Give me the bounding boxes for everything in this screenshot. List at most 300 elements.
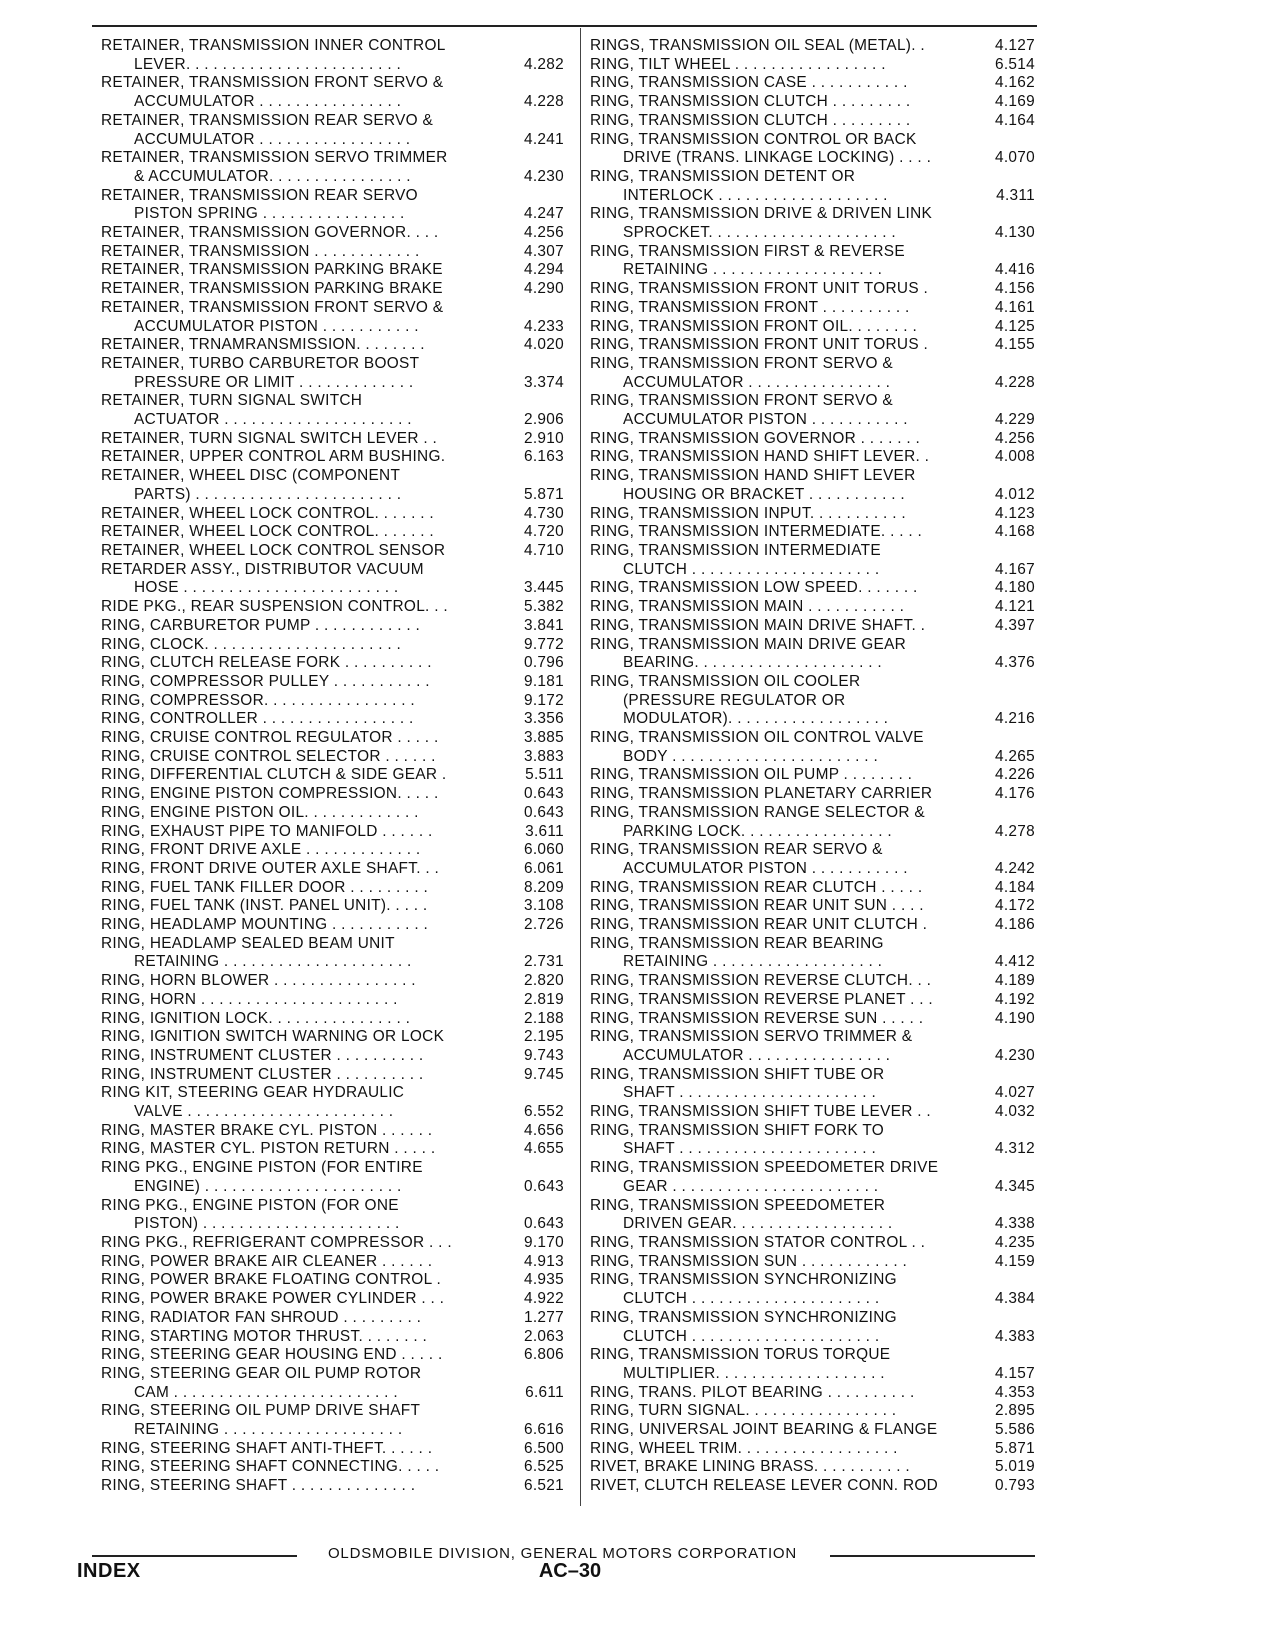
entry-line [590,897,1035,916]
entry-text: RING, STEERING OIL PUMP DRIVE SHAFT [101,1402,421,1420]
entry-continuation-line [590,1047,1035,1066]
entry-page-ref: 6.611 [525,1383,564,1401]
entry-text: (PRESSURE REGULATOR OR [623,691,846,709]
entry-continuation-line [101,411,564,430]
entry-page-ref: 4.167 [994,560,1035,578]
entry-page-ref: 4.397 [994,616,1035,634]
entry-text: LEVER. . . . . . . . . . . . . . . . . . . . . . . . [134,55,402,73]
entry-line [101,598,564,617]
entry-page-ref: 4.176 [994,785,1035,803]
entry-text: RING, CONTROLLER . . . . . . . . . . . . . . . . . [101,710,414,728]
section-label: INDEX [77,1560,141,1582]
entry-line [590,617,1035,636]
top-rule [92,25,1037,27]
entry-line [101,448,564,467]
entry-line [590,37,1035,56]
entry-line [590,598,1035,617]
entry-line [590,1159,1035,1178]
entry-text: CLUTCH . . . . . . . . . . . . . . . . . . . . . [623,1327,880,1345]
entry-text: CLUTCH . . . . . . . . . . . . . . . . . . . . . [623,560,880,578]
entry-text: RETAINER, TRANSMISSION FRONT SERVO & [101,74,444,92]
index-entry [101,841,564,860]
entry-text: RING, STEERING GEAR OIL PUMP ROTOR [101,1364,422,1382]
entry-line [101,299,564,318]
entry-text: RING, TRANSMISSION OIL CONTROL VALVE [590,729,924,747]
index-entry [101,1047,564,1066]
entry-line [101,392,564,411]
entry-line [101,1159,564,1178]
index-entry [590,467,1035,504]
entry-text: RING, CLUTCH RELEASE FORK . . . . . . . . . . [101,654,432,672]
index-entry [101,991,564,1010]
entry-text: RETAINER, UPPER CONTROL ARM BUSHING. [101,448,446,466]
entry-line [101,149,564,168]
entry-text: PRESSURE OR LIMIT . . . . . . . . . . . . . [134,373,414,391]
index-entry [101,879,564,898]
entry-page-ref: 2.819 [523,990,564,1008]
entry-page-ref: 4.294 [523,261,564,279]
entry-text: RING, TRANSMISSION MAIN . . . . . . . . . . . [590,598,905,616]
entry-line [101,1253,564,1272]
entry-text: RING, TURN SIGNAL. . . . . . . . . . . . . . . . . [590,1402,897,1420]
entry-continuation-line [590,823,1035,842]
entry-line [101,916,564,935]
index-entry [590,673,1035,729]
entry-line [101,1477,564,1496]
index-entry [590,392,1035,429]
index-entry [101,467,564,504]
entry-line [590,1253,1035,1272]
entry-text: RETAINING . . . . . . . . . . . . . . . . . . . . [134,1421,403,1439]
entry-continuation-line [590,1215,1035,1234]
index-column-left [101,37,564,1496]
index-entry [101,448,564,467]
entry-text: RING, CRUISE CONTROL SELECTOR . . . . . . [101,747,436,765]
entry-line [101,187,564,206]
index-entry [590,1309,1035,1346]
entry-text: RING, TRANSMISSION MAIN DRIVE SHAFT. . [590,616,926,634]
entry-text: RETAINER, TRANSMISSION REAR SERVO [101,186,418,204]
index-entry [590,1402,1035,1421]
index-entry [590,841,1035,878]
index-entry [590,916,1035,935]
entry-text: RING, TRANSMISSION MAIN DRIVE GEAR [590,635,907,653]
entry-text: RING, HORN BLOWER . . . . . . . . . . . . . . . . [101,972,416,990]
entry-page-ref: 6.525 [523,1458,564,1476]
entry-continuation-line [590,953,1035,972]
index-entry [590,318,1035,337]
entry-page-ref: 5.019 [994,1458,1035,1476]
entry-line [590,392,1035,411]
entry-page-ref: 4.730 [523,504,564,522]
entry-page-ref: 4.157 [994,1364,1035,1382]
index-entry [101,935,564,972]
entry-continuation-line [590,374,1035,393]
index-entry [101,505,564,524]
entry-page-ref: 9.772 [523,635,564,653]
index-entry [101,1028,564,1047]
entry-line [590,841,1035,860]
entry-page-ref: 4.412 [994,953,1035,971]
index-entry [590,972,1035,991]
index-entry [590,280,1035,299]
entry-text: ACCUMULATOR . . . . . . . . . . . . . . . . . [134,130,411,148]
index-entry [590,1010,1035,1029]
entry-text: RING, POWER BRAKE FLOATING CONTROL . [101,1271,442,1289]
entry-page-ref: 2.820 [523,972,564,990]
entry-text: RIVET, CLUTCH RELEASE LEVER CONN. ROD [590,1477,939,1495]
footer-rule-left [92,1555,297,1557]
entry-line [101,1346,564,1365]
entry-line [101,729,564,748]
entry-text: RING, TRANSMISSION SYNCHRONIZING [590,1308,897,1326]
index-entry [101,1290,564,1309]
entry-page-ref: 4.186 [994,916,1035,934]
entry-text: GEAR . . . . . . . . . . . . . . . . . . . . . . . [623,1177,879,1195]
entry-page-ref: 6.500 [523,1439,564,1457]
entry-line [101,37,564,56]
index-entry [590,505,1035,524]
entry-text: RING, IGNITION SWITCH WARNING OR LOCK [101,1028,445,1046]
entry-text: RING, HEADLAMP MOUNTING . . . . . . . . . . . [101,916,429,934]
index-entry [101,860,564,879]
entry-continuation-line [101,56,564,75]
entry-text: RING, TRANSMISSION SHIFT TUBE OR [590,1065,885,1083]
entry-page-ref: 6.521 [523,1477,564,1495]
entry-line [101,1047,564,1066]
entry-text: RING, HORN . . . . . . . . . . . . . . . . . . . . . . [101,990,398,1008]
entry-page-ref: 2.195 [523,1028,564,1046]
entry-line [590,1103,1035,1122]
entry-page-ref: 4.012 [994,485,1035,503]
entry-text: RING, COMPRESSOR. . . . . . . . . . . . . . . . . [101,691,416,709]
entry-text: RING, TRANSMISSION CLUTCH . . . . . . . . . [590,93,911,111]
entry-page-ref: 9.170 [523,1234,564,1251]
entry-page-ref: 3.883 [523,747,564,765]
entry-line [590,766,1035,785]
entry-page-ref: 4.127 [994,37,1035,54]
entry-text: RING, TRANSMISSION OIL COOLER [590,672,861,690]
entry-text: RETAINER, TRANSMISSION INNER CONTROL [101,37,446,54]
index-entry [590,1028,1035,1065]
entry-continuation-line [590,748,1035,767]
entry-page-ref: 4.345 [994,1177,1035,1195]
index-entry [101,243,564,262]
entry-page-ref: 6.060 [523,841,564,859]
entry-continuation-line [101,131,564,150]
entry-line [101,1402,564,1421]
entry-page-ref: 4.192 [994,990,1035,1008]
entry-text: RING, RADIATOR FAN SHROUD . . . . . . . . . [101,1308,422,1326]
entry-text: RETAINER, WHEEL LOCK CONTROL SENSOR [101,541,446,559]
entry-page-ref: 4.168 [994,523,1035,541]
entry-continuation-line [590,187,1035,206]
entry-continuation-line [101,953,564,972]
entry-text: RING, TRANSMISSION REVERSE PLANET . . . [590,990,933,1008]
entry-text: BODY . . . . . . . . . . . . . . . . . . . . . . . [623,747,879,765]
entry-line [590,1122,1035,1141]
entry-text: HOUSING OR BRACKET . . . . . . . . . . . [623,485,905,503]
entry-text: RING, TRANSMISSION HAND SHIFT LEVER [590,467,916,485]
index-entry [101,299,564,336]
entry-text: RING, CLOCK. . . . . . . . . . . . . . . . . . . . . . [101,635,402,653]
entry-page-ref: 4.228 [523,93,564,111]
entry-continuation-line [101,579,564,598]
entry-page-ref: 4.172 [994,897,1035,915]
entry-page-ref: 8.209 [523,878,564,896]
entry-text: RING, TRANSMISSION INPUT. . . . . . . . . . . [590,504,906,522]
entry-text: RING KIT, STEERING GEAR HYDRAULIC [101,1084,405,1102]
entry-text: RING, STARTING MOTOR THRUST. . . . . . . . [101,1327,428,1345]
entry-continuation-line [101,1103,564,1122]
entry-line [590,935,1035,954]
index-entry [101,149,564,186]
entry-text: RINGS, TRANSMISSION OIL SEAL (METAL). . [590,37,925,54]
entry-line [101,1234,564,1253]
entry-text: RING, STEERING SHAFT . . . . . . . . . . . . . . [101,1477,416,1495]
entry-text: DRIVEN GEAR. . . . . . . . . . . . . . . . . . [623,1215,893,1233]
entry-text: RETAINER, TRANSMISSION . . . . . . . . . . . . [101,242,420,260]
entry-line [101,1440,564,1459]
entry-text: RING PKG., ENGINE PISTON (FOR ENTIRE [101,1159,423,1177]
index-entry [101,1084,564,1121]
entry-text: RING PKG., REFRIGERANT COMPRESSOR . . . [101,1234,452,1251]
index-entry [590,131,1035,168]
index-entry [101,1346,564,1365]
entry-text: RING, TRANSMISSION REAR CLUTCH . . . . . [590,878,923,896]
entry-line [590,168,1035,187]
entry-text: RETAINER, WHEEL LOCK CONTROL. . . . . . . [101,504,434,522]
entry-line [101,804,564,823]
index-entry [590,1458,1035,1477]
entry-line [101,542,564,561]
entry-line [590,299,1035,318]
entry-text: RING, TRANSMISSION SPEEDOMETER [590,1196,886,1214]
entry-line [590,1458,1035,1477]
entry-text: RING, INSTRUMENT CLUSTER . . . . . . . . . . [101,1065,424,1083]
entry-text: RETAINER, TRNAMRANSMISSION. . . . . . . . [101,336,425,354]
entry-page-ref: 4.162 [994,74,1035,92]
index-entry [590,1440,1035,1459]
entry-text: RING, FRONT DRIVE OUTER AXLE SHAFT. . . [101,859,440,877]
entry-page-ref: 5.511 [525,766,564,784]
entry-text: RING, TRANSMISSION REVERSE SUN . . . . . [590,1009,924,1027]
entry-line [590,56,1035,75]
entry-text: CAM . . . . . . . . . . . . . . . . . . . . . . . . . [134,1383,398,1401]
index-entry [590,355,1035,392]
entry-line [590,729,1035,748]
entry-continuation-line [590,411,1035,430]
entry-page-ref: 4.228 [994,373,1035,391]
entry-page-ref: 4.265 [994,747,1035,765]
entry-line [590,673,1035,692]
entry-text: DRIVE (TRANS. LINKAGE LOCKING) . . . . [623,149,932,167]
entry-page-ref: 4.164 [994,111,1035,129]
entry-text: RING, COMPRESSOR PULLEY . . . . . . . . . . . [101,672,430,690]
entry-page-ref: 4.008 [994,448,1035,466]
entry-page-ref: 1.277 [523,1308,564,1326]
index-entry [590,991,1035,1010]
entry-line [101,748,564,767]
entry-text: RING, TRANSMISSION REAR BEARING [590,934,884,952]
index-entry [101,1122,564,1141]
entry-continuation-line [590,1178,1035,1197]
entry-page-ref: 4.720 [523,523,564,541]
entry-page-ref: 4.656 [523,1121,564,1139]
index-entry [101,1234,564,1253]
entry-line [590,1197,1035,1216]
entry-text: RETAINER, TRANSMISSION PARKING BRAKE [101,261,443,279]
entry-continuation-line [590,1140,1035,1159]
index-entry [590,336,1035,355]
entry-line [590,1309,1035,1328]
entry-line [101,1084,564,1103]
entry-text: PARTS) . . . . . . . . . . . . . . . . . . . . . . . [134,485,402,503]
entry-text: ENGINE) . . . . . . . . . . . . . . . . . . . . . . [134,1177,402,1195]
entry-page-ref: 3.374 [523,373,564,391]
entry-page-ref: 3.356 [523,710,564,728]
entry-text: RING, TRANSMISSION FRONT SERVO & [590,354,893,372]
entry-text: RING, TRANSMISSION DETENT OR [590,167,856,185]
entry-line [590,131,1035,150]
entry-page-ref: 4.338 [994,1215,1035,1233]
entry-line [101,766,564,785]
index-entry [590,1477,1035,1496]
entry-text: RING, IGNITION LOCK. . . . . . . . . . . . . . . . [101,1009,411,1027]
entry-line [101,860,564,879]
index-entry [101,280,564,299]
entry-page-ref: 4.242 [994,859,1035,877]
entry-line [590,523,1035,542]
entry-text: RING, STEERING SHAFT CONNECTING. . . . . [101,1458,440,1476]
entry-line [101,617,564,636]
entry-line [101,841,564,860]
entry-line [101,972,564,991]
index-entry [590,430,1035,449]
entry-text: RETAINER, WHEEL LOCK CONTROL. . . . . . . [101,523,434,541]
index-entry [590,897,1035,916]
entry-continuation-line [101,374,564,393]
entry-page-ref: 3.841 [523,616,564,634]
entry-page-ref: 9.181 [523,672,564,690]
entry-page-ref: 3.611 [525,822,564,840]
index-entry [101,224,564,243]
entry-text: RING, MASTER CYL. PISTON RETURN . . . . . [101,1140,436,1158]
index-entry [101,1477,564,1496]
entry-line [590,636,1035,655]
index-entry [101,710,564,729]
entry-page-ref: 4.216 [994,710,1035,728]
entry-continuation-line [101,486,564,505]
index-entry [101,1440,564,1459]
entry-line [101,1271,564,1290]
entry-page-ref: 2.731 [523,953,564,971]
entry-line [590,448,1035,467]
entry-text: RING, WHEEL TRIM. . . . . . . . . . . . . . . . . . [590,1439,898,1457]
entry-text: RETAINER, TRANSMISSION SERVO TRIMMER [101,149,448,167]
entry-page-ref: 2.063 [523,1327,564,1345]
entry-page-ref: 6.163 [523,448,564,466]
entry-text: RING, TRANSMISSION SUN . . . . . . . . . . . . [590,1252,908,1270]
entry-line [590,318,1035,337]
index-entry [101,785,564,804]
entry-continuation-line [590,654,1035,673]
page-number: AC–30 [538,1560,602,1582]
entry-text: RING, TRANSMISSION CASE . . . . . . . . . . . [590,74,908,92]
entry-line [101,879,564,898]
entry-text: RETAINING . . . . . . . . . . . . . . . . . . . . . [134,953,412,971]
entry-text: RING, EXHAUST PIPE TO MANIFOLD . . . . . . [101,822,433,840]
footer-organization: OLDSMOBILE DIVISION, GENERAL MOTORS CORPORATION [327,1545,798,1562]
entry-page-ref: 6.514 [994,55,1035,73]
index-entry [590,299,1035,318]
index-entry [101,336,564,355]
index-entry [101,1402,564,1439]
entry-text: RING PKG., ENGINE PISTON (FOR ONE [101,1196,399,1214]
entry-text: RING, TRANSMISSION CONTROL OR BACK [590,130,917,148]
entry-text: RETARDER ASSY., DISTRIBUTOR VACUUM [101,560,424,578]
index-entry [101,897,564,916]
entry-page-ref: 4.230 [523,167,564,185]
entry-line [590,1028,1035,1047]
index-entry [590,579,1035,598]
index-entry [590,523,1035,542]
entry-line [590,579,1035,598]
index-entry [101,187,564,224]
index-entry [590,729,1035,766]
entry-continuation-line [590,692,1035,711]
entry-page-ref: 4.156 [994,280,1035,298]
entry-text: ACCUMULATOR . . . . . . . . . . . . . . . . [623,1046,891,1064]
entry-continuation-line [590,1290,1035,1309]
index-entry [590,1103,1035,1122]
entry-line [590,879,1035,898]
entry-text: SPROCKET. . . . . . . . . . . . . . . . . . . . . [623,224,896,242]
entry-text: ACCUMULATOR PISTON . . . . . . . . . . . [623,859,908,877]
entry-page-ref: 4.123 [994,504,1035,522]
index-column-right [590,37,1035,1496]
entry-line [101,1458,564,1477]
index-entry [590,1066,1035,1103]
entry-line [101,280,564,299]
entry-continuation-line [590,149,1035,168]
entry-text: RIDE PKG., REAR SUSPENSION CONTROL. . . [101,598,448,616]
entry-continuation-line [590,1365,1035,1384]
entry-text: VALVE . . . . . . . . . . . . . . . . . . . . . . . [134,1103,394,1121]
entry-line [101,1122,564,1141]
entry-text: RING, TRANSMISSION REAR UNIT CLUTCH . [590,916,928,934]
index-entry [101,430,564,449]
index-entry [101,673,564,692]
entry-page-ref: 4.184 [994,878,1035,896]
entry-line [101,1140,564,1159]
entry-line [101,243,564,262]
entry-page-ref: 4.159 [994,1252,1035,1270]
index-entry [590,448,1035,467]
entry-line [590,336,1035,355]
index-entry [590,74,1035,93]
entry-text: BEARING. . . . . . . . . . . . . . . . . . . . . [623,654,882,672]
entry-page-ref: 4.125 [994,317,1035,335]
entry-text: & ACCUMULATOR. . . . . . . . . . . . . . . . [134,167,411,185]
entry-text: INTERLOCK . . . . . . . . . . . . . . . . . . . [623,186,888,204]
entry-line [101,1365,564,1384]
entry-page-ref: 0.643 [523,1215,564,1233]
entry-page-ref: 4.416 [994,261,1035,279]
entry-text: ACCUMULATOR . . . . . . . . . . . . . . . . [623,373,891,391]
index-entry [101,74,564,111]
entry-text: PISTON SPRING . . . . . . . . . . . . . . . . [134,205,405,223]
